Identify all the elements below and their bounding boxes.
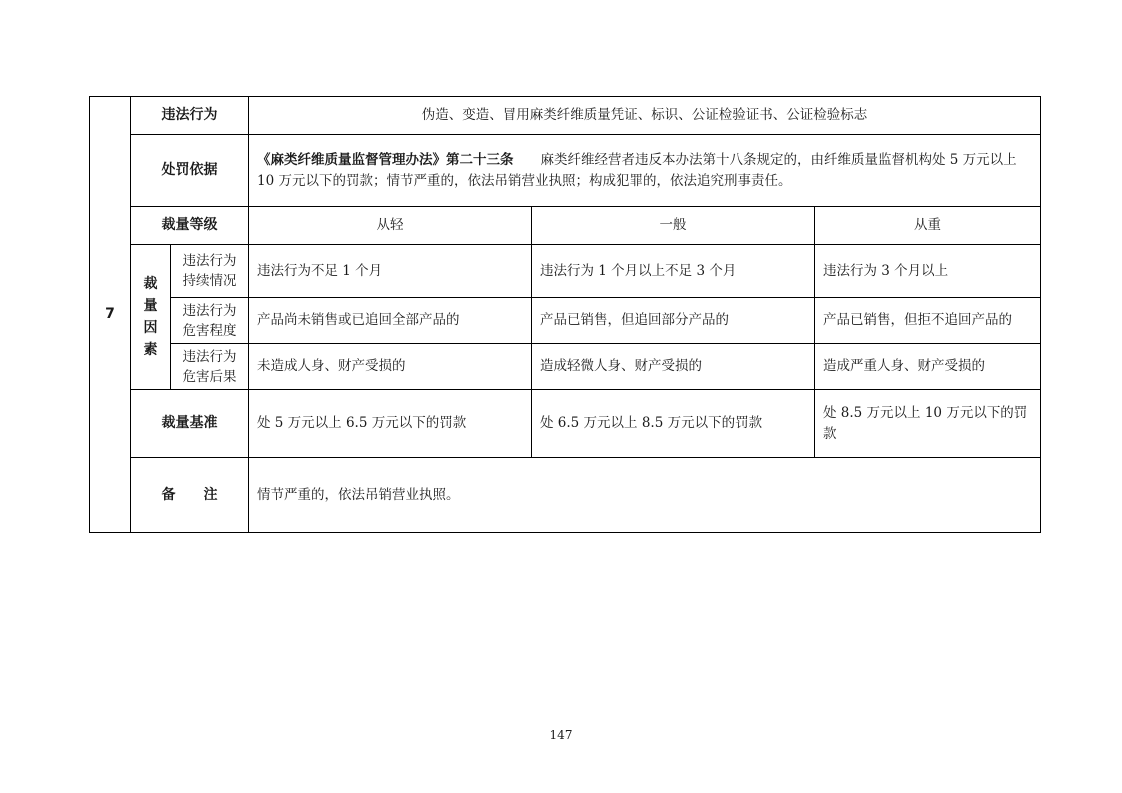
standard-light: 处 5 万元以上 6.5 万元以下的罚款 — [249, 390, 532, 458]
page-number: 147 — [549, 728, 573, 742]
penalty-discretion-table — [89, 96, 1041, 533]
factor-name — [171, 344, 249, 390]
factor-light: 未造成人身、财产受损的 — [249, 344, 532, 390]
level-general: 一般 — [532, 207, 815, 245]
violation-label: 违法行为 — [131, 97, 249, 135]
factors-label-char: 量 — [143, 298, 158, 314]
factors-label-char: 裁 — [143, 276, 158, 292]
factor-general: 违法行为 1 个月以上不足 3 个月 — [532, 245, 815, 298]
factors-label-char: 素 — [143, 342, 158, 358]
factor-row — [90, 245, 1041, 298]
factor-name — [171, 298, 249, 344]
factor-light: 产品尚未销售或已追回全部产品的 — [249, 298, 532, 344]
basis-row — [90, 135, 1041, 207]
violation-row — [90, 97, 1041, 135]
factor-heavy: 造成严重人身、财产受损的 — [815, 344, 1041, 390]
note-text: 情节严重的，依法吊销营业执照。 — [249, 458, 1041, 533]
factors-label-char: 因 — [143, 320, 158, 336]
factor-name-line2: 危害程度 — [182, 322, 237, 339]
basis-text: 麻类纤维经营者违反本办法第十八条规定的，由纤维质量监督机构处 5 万元以上 10 万元以下的罚款；情节严重的，依法吊销营业执照；构成犯罪的，依法追究刑事责任。 — [257, 151, 1017, 189]
level-light: 从轻 — [249, 207, 532, 245]
factor-name-line1: 违法行为 — [182, 348, 237, 365]
factor-name-line2: 持续情况 — [182, 273, 237, 289]
standard-heavy: 处 8.5 万元以上 10 万元以下的罚款 — [815, 390, 1041, 458]
factor-heavy: 违法行为 3 个月以上 — [815, 245, 1041, 298]
factor-row — [90, 344, 1041, 390]
factor-light: 违法行为不足 1 个月 — [249, 245, 532, 298]
levels-row — [90, 207, 1041, 245]
basis-cell — [249, 135, 1041, 207]
level-heavy: 从重 — [815, 207, 1041, 245]
factor-name-line1: 违法行为 — [182, 302, 237, 319]
factor-general: 造成轻微人身、财产受损的 — [532, 344, 815, 390]
factors-label — [131, 245, 171, 390]
factor-general: 产品已销售，但追回部分产品的 — [532, 298, 815, 344]
levels-label: 裁量等级 — [131, 207, 249, 245]
violation-text: 伪造、变造、冒用麻类纤维质量凭证、标识、公证检验证书、公证检验标志 — [249, 97, 1041, 135]
note-row — [90, 458, 1041, 533]
standard-general: 处 6.5 万元以上 8.5 万元以下的罚款 — [532, 390, 815, 458]
factor-name-line1: 违法行为 — [182, 253, 237, 269]
entry-number: 7 — [90, 97, 131, 533]
factor-name — [171, 245, 249, 298]
factor-heavy: 产品已销售，但拒不追回产品的 — [815, 298, 1041, 344]
factor-name-line2: 危害后果 — [182, 368, 237, 385]
factor-row — [90, 298, 1041, 344]
basis-title: 《麻类纤维质量监督管理办法》第二十三条 — [257, 151, 514, 168]
standard-row — [90, 390, 1041, 458]
note-label: 备 注 — [131, 458, 249, 533]
basis-label: 处罚依据 — [131, 135, 249, 207]
standard-label: 裁量基准 — [131, 390, 249, 458]
